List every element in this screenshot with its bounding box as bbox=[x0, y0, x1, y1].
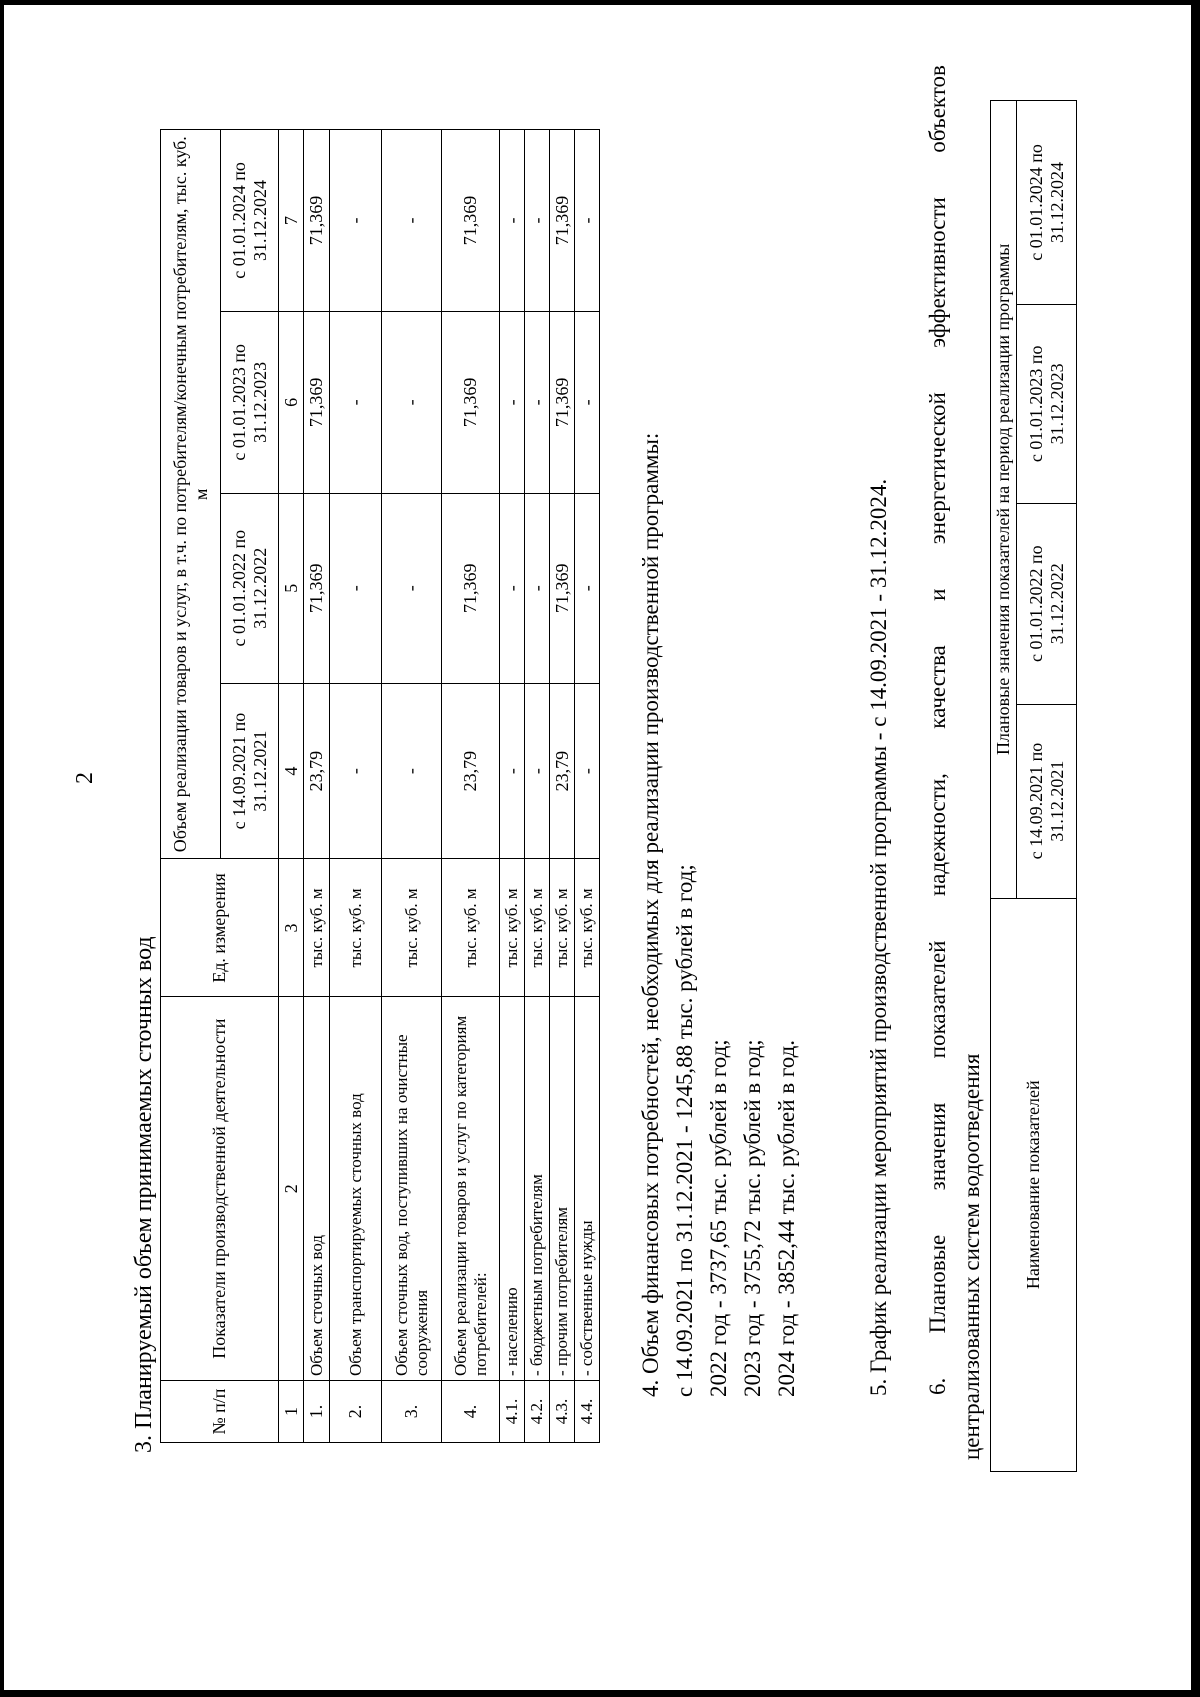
heading-word: показателей bbox=[925, 940, 950, 1059]
col-number: 3 bbox=[279, 859, 304, 997]
row-value: - bbox=[575, 683, 600, 859]
section-4-line: с 14.09.2021 по 31.12.2021 - 1245,88 тыс. рублей в год; bbox=[672, 864, 697, 1397]
row-num: 4.3. bbox=[550, 1381, 575, 1443]
section-6-heading-line2: централизованных систем водоотведения bbox=[959, 1053, 984, 1460]
row-value: 71,369 bbox=[304, 130, 330, 312]
row-unit: тыс. куб. м bbox=[330, 859, 382, 997]
row-name: Объем сточных вод bbox=[304, 997, 330, 1381]
row-value: - bbox=[525, 311, 550, 493]
row-unit: тыс. куб. м bbox=[525, 859, 550, 997]
heading-word: эффективности bbox=[925, 197, 950, 348]
row-unit: тыс. куб. м bbox=[382, 859, 442, 997]
row-value: - bbox=[330, 683, 382, 859]
section-5-text: 5. График реализации мероприятий производственной программы - с 14.09.2021 - 31.12.2024. bbox=[866, 478, 891, 1396]
header-period-2022: с 01.01.2022 по 31.12.2022 bbox=[221, 493, 279, 683]
column-numbers-row bbox=[279, 130, 304, 1443]
header-period-2024: с 01.01.2024 по 31.12.2024 bbox=[221, 130, 279, 312]
row-unit: тыс. куб. м bbox=[575, 859, 600, 997]
heading-word: 6. bbox=[925, 1377, 950, 1395]
indicators-table bbox=[990, 100, 1077, 1472]
row-unit: тыс. куб. м bbox=[442, 859, 500, 997]
section-4-line: 2023 год - 3755,72 тыс. рублей в год; bbox=[740, 1039, 765, 1397]
row-value: 23,79 bbox=[550, 683, 575, 859]
row-num: 1. bbox=[304, 1381, 330, 1443]
heading-word: Плановые bbox=[925, 1234, 950, 1334]
row-num: 4.4. bbox=[575, 1381, 600, 1443]
row-unit: тыс. куб. м bbox=[304, 859, 330, 997]
row-value: 71,369 bbox=[304, 493, 330, 683]
row-num: 2. bbox=[330, 1381, 382, 1443]
heading-word: энергетической bbox=[925, 392, 950, 545]
row-name: Объем транспортируемых сточных вод bbox=[330, 997, 382, 1381]
row-value: 71,369 bbox=[442, 130, 500, 312]
row-name: - собственные нужды bbox=[575, 997, 600, 1381]
row-value: 71,369 bbox=[442, 311, 500, 493]
col-number: 2 bbox=[279, 997, 304, 1381]
row-value: - bbox=[330, 493, 382, 683]
row-num: 4.1. bbox=[500, 1381, 525, 1443]
row-value: 71,369 bbox=[550, 493, 575, 683]
row-value: - bbox=[500, 311, 525, 493]
row-num: 3. bbox=[382, 1381, 442, 1443]
heading-word: объектов bbox=[925, 65, 950, 153]
heading-word: и bbox=[925, 588, 950, 601]
row-value: 23,79 bbox=[442, 683, 500, 859]
header-unit: Ед. измерения bbox=[161, 859, 279, 997]
heading-word: значения bbox=[925, 1102, 950, 1191]
row-value: - bbox=[525, 493, 550, 683]
header-num: № п/п bbox=[161, 1381, 279, 1443]
row-value: - bbox=[525, 683, 550, 859]
header-period-2023: с 01.01.2023 по 31.12.2023 bbox=[1017, 304, 1077, 503]
row-value: - bbox=[575, 493, 600, 683]
table-row bbox=[382, 130, 442, 1443]
table-row bbox=[304, 130, 330, 1443]
row-value: - bbox=[382, 493, 442, 683]
table-row bbox=[575, 130, 600, 1443]
table-row bbox=[500, 130, 525, 1443]
row-value: 23,79 bbox=[304, 683, 330, 859]
section-6-heading-line1 bbox=[921, 65, 955, 1395]
row-num: 4. bbox=[442, 1381, 500, 1443]
row-name: Объем сточных вод, поступивших на очистные сооружения bbox=[382, 997, 442, 1381]
row-unit: тыс. куб. м bbox=[550, 859, 575, 997]
page-number: 2 bbox=[72, 772, 98, 784]
row-num: 4.2. bbox=[525, 1381, 550, 1443]
row-name: - прочим потребителям bbox=[550, 997, 575, 1381]
row-value: - bbox=[382, 683, 442, 859]
table-row bbox=[525, 130, 550, 1443]
section-4-line: 2024 год - 3852,44 тыс. рублей в год. bbox=[774, 1039, 799, 1397]
table-row bbox=[442, 130, 500, 1443]
sewage-volume-table bbox=[160, 129, 600, 1443]
row-value: - bbox=[575, 311, 600, 493]
row-value: - bbox=[382, 130, 442, 312]
row-name: - населению bbox=[500, 997, 525, 1381]
row-value: - bbox=[500, 493, 525, 683]
col-number: 5 bbox=[279, 493, 304, 683]
row-value: - bbox=[330, 130, 382, 312]
heading-word: качества bbox=[925, 645, 950, 729]
row-value: - bbox=[575, 130, 600, 312]
header-period-2021: с 14.09.2021 по 31.12.2021 bbox=[221, 683, 279, 859]
row-value: 71,369 bbox=[550, 130, 575, 312]
header-period-2023: с 01.01.2023 по 31.12.2023 bbox=[221, 311, 279, 493]
row-value: - bbox=[525, 130, 550, 312]
section-4-line: 2022 год - 3737,65 тыс. рублей в год; bbox=[706, 1039, 731, 1397]
header-period-2024: с 01.01.2024 по 31.12.2024 bbox=[1017, 101, 1077, 305]
row-value: 71,369 bbox=[442, 493, 500, 683]
section-4-line: 4. Объем финансовых потребностей, необходимых для реализации производственной программы: bbox=[638, 432, 663, 1397]
row-value: 71,369 bbox=[304, 311, 330, 493]
row-value: - bbox=[382, 311, 442, 493]
row-unit: тыс. куб. м bbox=[500, 859, 525, 997]
col-number: 4 bbox=[279, 683, 304, 859]
section-3-title: 3. Планируемый объем принимаемых сточных вод bbox=[131, 936, 157, 1453]
header-period-2021: с 14.09.2021 по 31.12.2021 bbox=[1017, 704, 1077, 898]
header-indicator-name: Наименование показателей bbox=[991, 898, 1077, 1471]
row-name: Объем реализации товаров и услуг по категориям потребителей: bbox=[442, 997, 500, 1381]
header-indicator: Показатели производственной деятельности bbox=[161, 997, 279, 1381]
row-value: - bbox=[330, 311, 382, 493]
header-volume-group: Объем реализации товаров и услуг, в т.ч. по потребителям/конечным потребителям, тыс. куб. м bbox=[161, 130, 221, 859]
row-value: - bbox=[500, 130, 525, 312]
row-value: - bbox=[500, 683, 525, 859]
table-row bbox=[550, 130, 575, 1443]
header-planned-values: Плановые значения показателей на период реализации программы bbox=[991, 101, 1017, 899]
header-period-2022: с 01.01.2022 по 31.12.2022 bbox=[1017, 503, 1077, 704]
col-number: 7 bbox=[279, 130, 304, 312]
section-4-text bbox=[634, 433, 804, 1397]
heading-word: надежности, bbox=[925, 773, 950, 897]
col-number: 6 bbox=[279, 311, 304, 493]
row-name: - бюджетным потребителям bbox=[525, 997, 550, 1381]
col-number: 1 bbox=[279, 1381, 304, 1443]
row-value: 71,369 bbox=[550, 311, 575, 493]
table-row bbox=[330, 130, 382, 1443]
